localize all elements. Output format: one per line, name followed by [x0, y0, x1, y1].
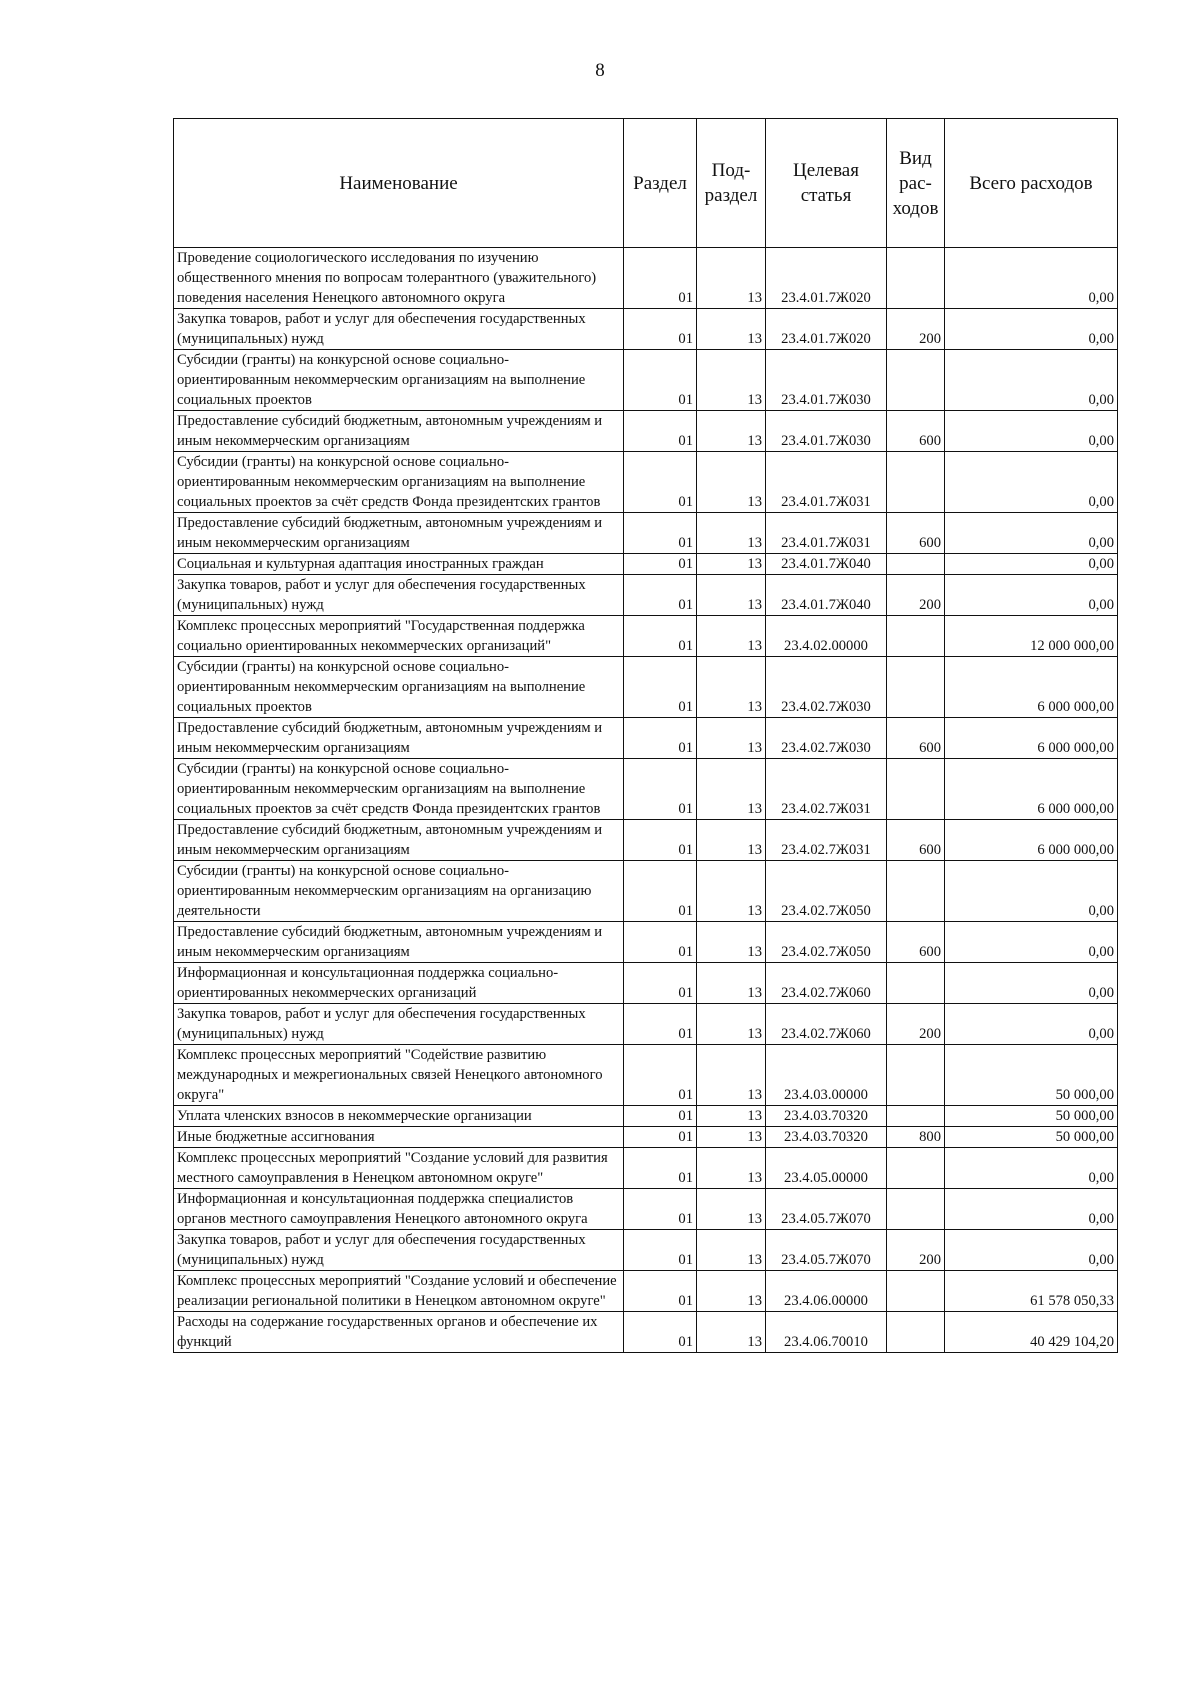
- row-expense-type: [887, 1148, 945, 1189]
- row-expense-type: [887, 1106, 945, 1127]
- row-target-article: 23.4.03.70320: [766, 1106, 887, 1127]
- row-name: Субсидии (гранты) на конкурсной основе социально-ориентированным некоммерческим организациям на выполнение социальных проектов: [174, 657, 624, 718]
- row-section: 01: [624, 575, 697, 616]
- row-subsection: 13: [697, 759, 766, 820]
- row-target-article: 23.4.02.7Ж031: [766, 820, 887, 861]
- table-row: [174, 309, 1118, 350]
- row-total: 0,00: [945, 1004, 1118, 1045]
- row-name: Уплата членских взносов в некоммерческие организации: [174, 1106, 624, 1127]
- row-target-article: 23.4.02.7Ж050: [766, 922, 887, 963]
- row-total: 50 000,00: [945, 1106, 1118, 1127]
- row-subsection: 13: [697, 922, 766, 963]
- row-target-article: 23.4.05.7Ж070: [766, 1230, 887, 1271]
- row-name: Комплекс процессных мероприятий "Государственная поддержка социально ориентированных некоммерческих организаций": [174, 616, 624, 657]
- row-target-article: 23.4.02.7Ж060: [766, 1004, 887, 1045]
- row-name: Предоставление субсидий бюджетным, автономным учреждениям и иным некоммерческим организациям: [174, 820, 624, 861]
- row-expense-type: 200: [887, 309, 945, 350]
- budget-table: [173, 118, 1118, 1353]
- row-name: Закупка товаров, работ и услуг для обеспечения государственных (муниципальных) нужд: [174, 575, 624, 616]
- row-target-article: 23.4.01.7Ж030: [766, 411, 887, 452]
- row-total: 12 000 000,00: [945, 616, 1118, 657]
- row-subsection: 13: [697, 411, 766, 452]
- row-target-article: 23.4.02.7Ж030: [766, 657, 887, 718]
- row-name: Закупка товаров, работ и услуг для обеспечения государственных (муниципальных) нужд: [174, 309, 624, 350]
- row-expense-type: [887, 452, 945, 513]
- row-name: Субсидии (гранты) на конкурсной основе социально-ориентированным некоммерческим организациям на выполнение социальных проектов за счёт средств Фонда президентских грантов: [174, 759, 624, 820]
- row-section: 01: [624, 248, 697, 309]
- row-expense-type: [887, 1189, 945, 1230]
- row-name: Информационная и консультационная поддержка социально-ориентированных некоммерческих организаций: [174, 963, 624, 1004]
- table-row: [174, 616, 1118, 657]
- row-target-article: 23.4.06.70010: [766, 1312, 887, 1353]
- header-row: [174, 119, 1118, 248]
- table-row: [174, 248, 1118, 309]
- table-row: [174, 1045, 1118, 1106]
- table-row: [174, 452, 1118, 513]
- row-target-article: 23.4.01.7Ж031: [766, 452, 887, 513]
- table-row: [174, 759, 1118, 820]
- row-name: Закупка товаров, работ и услуг для обеспечения государственных (муниципальных) нужд: [174, 1004, 624, 1045]
- row-subsection: 13: [697, 657, 766, 718]
- row-subsection: 13: [697, 1312, 766, 1353]
- table-row: [174, 1271, 1118, 1312]
- row-name: Предоставление субсидий бюджетным, автономным учреждениям и иным некоммерческим организациям: [174, 922, 624, 963]
- row-total: 61 578 050,33: [945, 1271, 1118, 1312]
- row-name: Субсидии (гранты) на конкурсной основе социально-ориентированным некоммерческим организациям на выполнение социальных проектов: [174, 350, 624, 411]
- row-expense-type: [887, 554, 945, 575]
- row-target-article: 23.4.01.7Ж020: [766, 309, 887, 350]
- row-name: Информационная и консультационная поддержка специалистов органов местного самоуправления Ненецкого автономного округа: [174, 1189, 624, 1230]
- row-target-article: 23.4.05.00000: [766, 1148, 887, 1189]
- row-target-article: 23.4.02.7Ж031: [766, 759, 887, 820]
- row-section: 01: [624, 759, 697, 820]
- row-subsection: 13: [697, 1004, 766, 1045]
- row-total: 0,00: [945, 861, 1118, 922]
- row-subsection: 13: [697, 718, 766, 759]
- row-expense-type: 600: [887, 922, 945, 963]
- row-section: 01: [624, 616, 697, 657]
- row-section: 01: [624, 513, 697, 554]
- row-expense-type: [887, 963, 945, 1004]
- row-name: Предоставление субсидий бюджетным, автономным учреждениям и иным некоммерческим организациям: [174, 718, 624, 759]
- table-row: [174, 1312, 1118, 1353]
- row-expense-type: 800: [887, 1127, 945, 1148]
- row-subsection: 13: [697, 309, 766, 350]
- row-subsection: 13: [697, 861, 766, 922]
- row-name: Закупка товаров, работ и услуг для обеспечения государственных (муниципальных) нужд: [174, 1230, 624, 1271]
- row-expense-type: [887, 861, 945, 922]
- row-section: 01: [624, 1189, 697, 1230]
- header-section: Раздел: [624, 119, 697, 248]
- row-subsection: 13: [697, 963, 766, 1004]
- row-subsection: 13: [697, 1127, 766, 1148]
- row-total: 0,00: [945, 1189, 1118, 1230]
- row-target-article: 23.4.03.00000: [766, 1045, 887, 1106]
- table-row: [174, 1004, 1118, 1045]
- row-expense-type: 600: [887, 411, 945, 452]
- row-name: Комплекс процессных мероприятий "Создание условий для развития местного самоуправления в Ненецком автономном округе": [174, 1148, 624, 1189]
- row-target-article: 23.4.01.7Ж030: [766, 350, 887, 411]
- row-subsection: 13: [697, 513, 766, 554]
- row-total: 0,00: [945, 248, 1118, 309]
- header-target-article: Целевая статья: [766, 119, 887, 248]
- row-target-article: 23.4.03.70320: [766, 1127, 887, 1148]
- table-row: [174, 861, 1118, 922]
- table-row: [174, 963, 1118, 1004]
- row-section: 01: [624, 452, 697, 513]
- table-row: [174, 657, 1118, 718]
- row-section: 01: [624, 1312, 697, 1353]
- row-total: 6 000 000,00: [945, 718, 1118, 759]
- table-row: [174, 554, 1118, 575]
- row-section: 01: [624, 1271, 697, 1312]
- row-target-article: 23.4.02.7Ж050: [766, 861, 887, 922]
- row-name: Комплекс процессных мероприятий "Содействие развитию международных и межрегиональных связей Ненецкого автономного округа": [174, 1045, 624, 1106]
- row-total: 40 429 104,20: [945, 1312, 1118, 1353]
- table-row: [174, 350, 1118, 411]
- row-subsection: 13: [697, 452, 766, 513]
- row-total: 0,00: [945, 309, 1118, 350]
- row-subsection: 13: [697, 1148, 766, 1189]
- row-target-article: 23.4.01.7Ж031: [766, 513, 887, 554]
- row-section: 01: [624, 554, 697, 575]
- row-expense-type: 200: [887, 1004, 945, 1045]
- row-subsection: 13: [697, 820, 766, 861]
- table-row: [174, 1230, 1118, 1271]
- row-expense-type: 600: [887, 820, 945, 861]
- row-target-article: 23.4.01.7Ж020: [766, 248, 887, 309]
- row-target-article: 23.4.02.7Ж030: [766, 718, 887, 759]
- row-name: Расходы на содержание государственных органов и обеспечение их функций: [174, 1312, 624, 1353]
- row-target-article: 23.4.01.7Ж040: [766, 575, 887, 616]
- row-expense-type: [887, 657, 945, 718]
- table-body: [174, 248, 1118, 1353]
- row-name: Субсидии (гранты) на конкурсной основе социально-ориентированным некоммерческим организациям на выполнение социальных проектов за счёт средств Фонда президентских грантов: [174, 452, 624, 513]
- row-subsection: 13: [697, 1189, 766, 1230]
- row-section: 01: [624, 1106, 697, 1127]
- table-row: [174, 1106, 1118, 1127]
- row-section: 01: [624, 350, 697, 411]
- row-section: 01: [624, 718, 697, 759]
- row-name: Социальная и культурная адаптация иностранных граждан: [174, 554, 624, 575]
- page-number: 8: [595, 60, 605, 81]
- row-total: 50 000,00: [945, 1127, 1118, 1148]
- row-expense-type: 200: [887, 1230, 945, 1271]
- row-section: 01: [624, 1004, 697, 1045]
- row-total: 6 000 000,00: [945, 657, 1118, 718]
- row-section: 01: [624, 309, 697, 350]
- row-subsection: 13: [697, 1271, 766, 1312]
- row-section: 01: [624, 657, 697, 718]
- row-total: 0,00: [945, 922, 1118, 963]
- table-row: [174, 718, 1118, 759]
- row-expense-type: [887, 616, 945, 657]
- row-section: 01: [624, 922, 697, 963]
- row-total: 0,00: [945, 1148, 1118, 1189]
- table-row: [174, 411, 1118, 452]
- row-section: 01: [624, 963, 697, 1004]
- table-row: [174, 1148, 1118, 1189]
- row-section: 01: [624, 1127, 697, 1148]
- row-expense-type: [887, 759, 945, 820]
- row-target-article: 23.4.06.00000: [766, 1271, 887, 1312]
- row-section: 01: [624, 411, 697, 452]
- row-subsection: 13: [697, 575, 766, 616]
- header-subsection: Под- раздел: [697, 119, 766, 248]
- row-subsection: 13: [697, 248, 766, 309]
- row-total: 0,00: [945, 963, 1118, 1004]
- row-total: 0,00: [945, 554, 1118, 575]
- row-section: 01: [624, 1230, 697, 1271]
- row-total: 6 000 000,00: [945, 820, 1118, 861]
- row-total: 0,00: [945, 513, 1118, 554]
- row-section: 01: [624, 1148, 697, 1189]
- table-row: [174, 922, 1118, 963]
- row-name: Субсидии (гранты) на конкурсной основе социально-ориентированным некоммерческим организациям на организацию деятельности: [174, 861, 624, 922]
- row-total: 0,00: [945, 350, 1118, 411]
- row-section: 01: [624, 1045, 697, 1106]
- row-name: Комплекс процессных мероприятий "Создание условий и обеспечение реализации региональной политики в Ненецком автономном округе": [174, 1271, 624, 1312]
- row-target-article: 23.4.02.7Ж060: [766, 963, 887, 1004]
- row-name: Иные бюджетные ассигнования: [174, 1127, 624, 1148]
- row-total: 0,00: [945, 452, 1118, 513]
- row-section: 01: [624, 861, 697, 922]
- row-target-article: 23.4.02.00000: [766, 616, 887, 657]
- table-row: [174, 575, 1118, 616]
- row-total: 6 000 000,00: [945, 759, 1118, 820]
- table-row: [174, 1127, 1118, 1148]
- row-section: 01: [624, 820, 697, 861]
- row-subsection: 13: [697, 616, 766, 657]
- row-name: Предоставление субсидий бюджетным, автономным учреждениям и иным некоммерческим организациям: [174, 513, 624, 554]
- row-expense-type: [887, 248, 945, 309]
- header-expense-type: Вид рас- ходов: [887, 119, 945, 248]
- row-name: Проведение социологического исследования по изучению общественного мнения по вопросам толерантного (уважительного) поведения населения Ненецкого автономного округа: [174, 248, 624, 309]
- row-name: Предоставление субсидий бюджетным, автономным учреждениям и иным некоммерческим организациям: [174, 411, 624, 452]
- row-expense-type: [887, 1312, 945, 1353]
- row-subsection: 13: [697, 554, 766, 575]
- row-expense-type: [887, 1271, 945, 1312]
- header-name: Наименование: [174, 119, 624, 248]
- row-subsection: 13: [697, 1230, 766, 1271]
- table-row: [174, 1189, 1118, 1230]
- row-total: 0,00: [945, 411, 1118, 452]
- row-total: 0,00: [945, 575, 1118, 616]
- row-expense-type: 600: [887, 513, 945, 554]
- row-total: 50 000,00: [945, 1045, 1118, 1106]
- row-subsection: 13: [697, 1045, 766, 1106]
- row-target-article: 23.4.01.7Ж040: [766, 554, 887, 575]
- table-row: [174, 820, 1118, 861]
- row-target-article: 23.4.05.7Ж070: [766, 1189, 887, 1230]
- row-subsection: 13: [697, 350, 766, 411]
- row-expense-type: [887, 350, 945, 411]
- row-expense-type: [887, 1045, 945, 1106]
- header-total: Всего расходов: [945, 119, 1118, 248]
- row-subsection: 13: [697, 1106, 766, 1127]
- row-expense-type: 600: [887, 718, 945, 759]
- row-expense-type: 200: [887, 575, 945, 616]
- table-row: [174, 513, 1118, 554]
- row-total: 0,00: [945, 1230, 1118, 1271]
